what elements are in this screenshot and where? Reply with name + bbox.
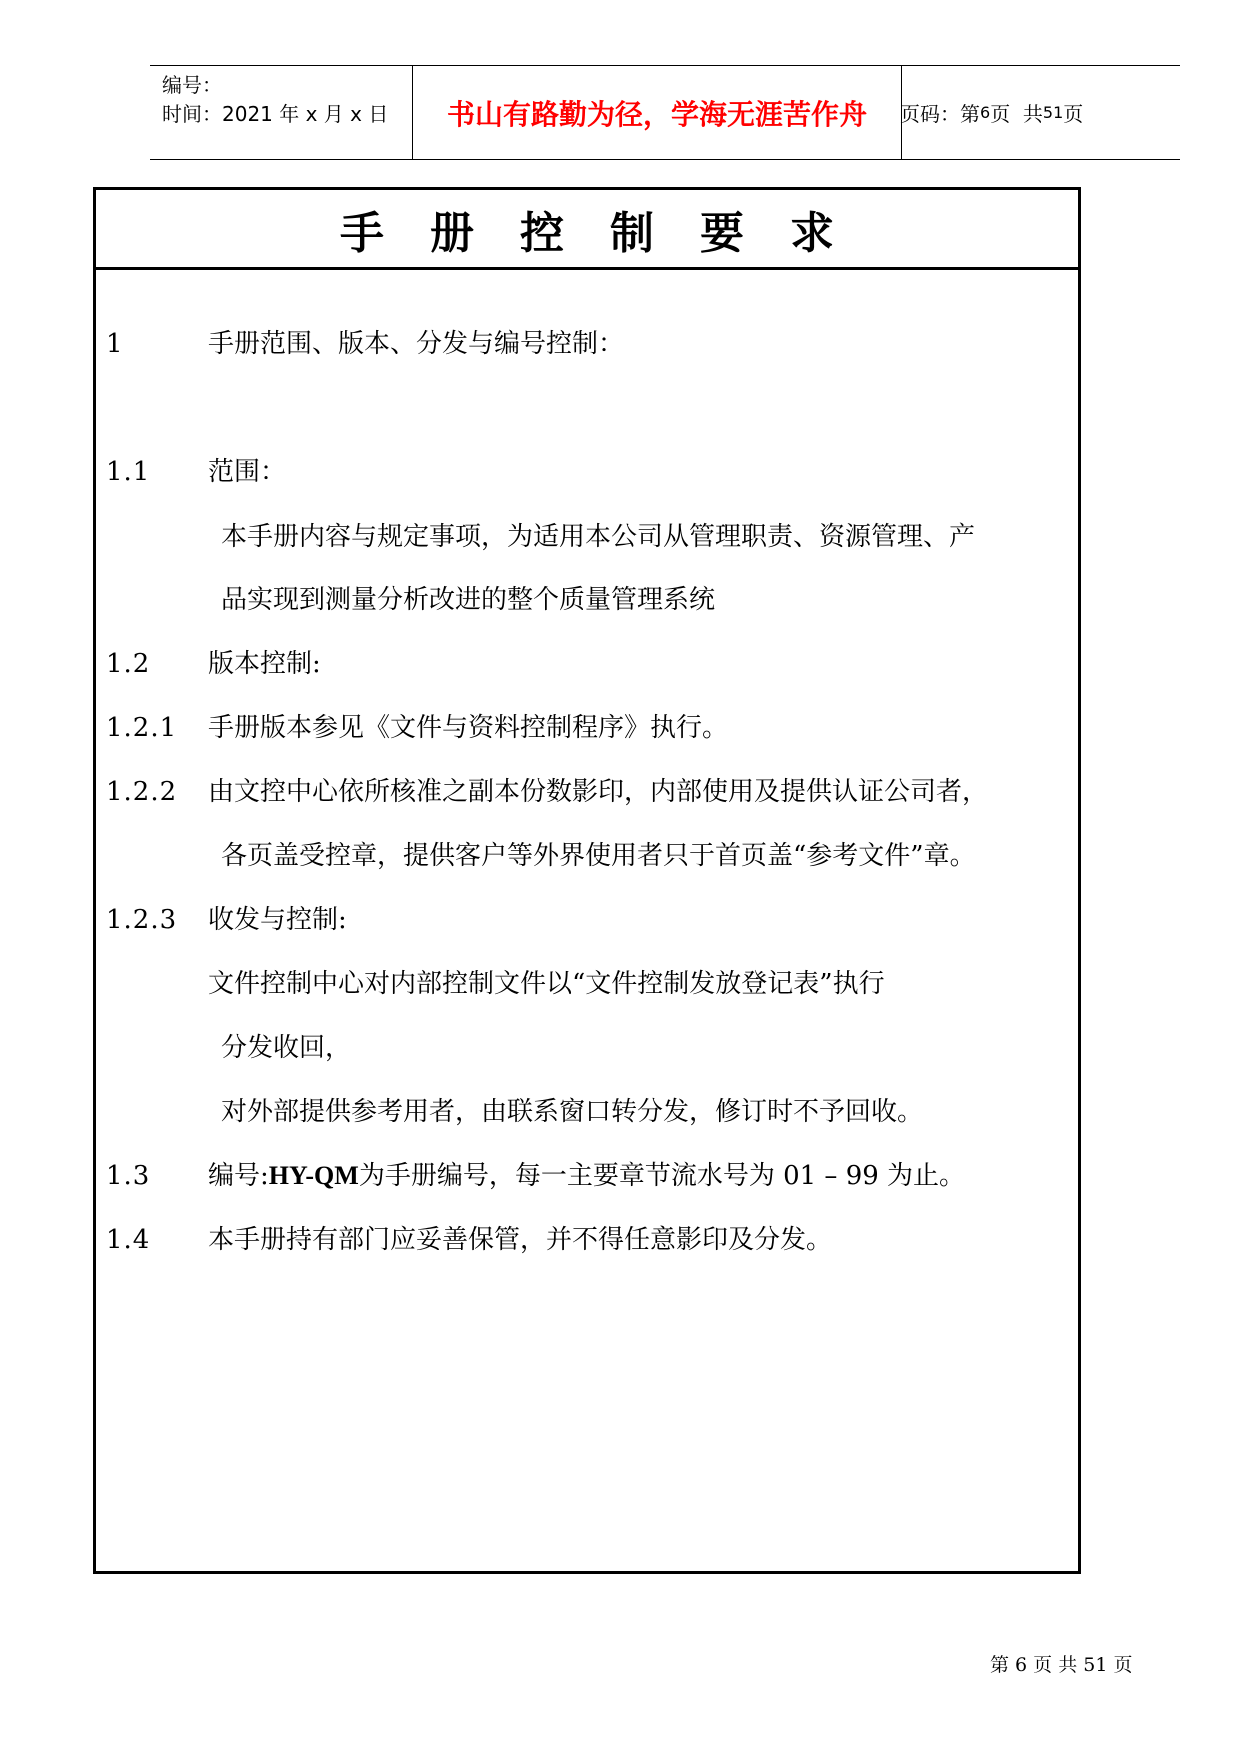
scope-body-line-1: 本手册内容与规定事项，为适用本公司从管理职责、资源管理、产 [221, 522, 976, 552]
page-suffix: 页 [1063, 102, 1084, 126]
document-time-label: 时间：2021 年 x 月 x 日 [162, 102, 389, 126]
copy-control-body: 各页盖受控章，提供客户等外界使用者只于首页盖“参考文件”章。 [221, 841, 976, 871]
section-number: 1 [106, 329, 124, 359]
section-number: 1.2.2 [106, 777, 178, 807]
page-footer: 第 6 页 共 51 页 [990, 1654, 1133, 1676]
content-box [93, 187, 1081, 1574]
section-number: 1.2 [106, 649, 151, 679]
distribution-body-line-2: 分发收回， [221, 1033, 352, 1063]
page-header [150, 65, 1180, 160]
section-text: 本手册持有部门应妥善保管，并不得任意影印及分发。 [208, 1225, 833, 1255]
section-text [208, 1159, 965, 1193]
page-total: 51 [1042, 103, 1064, 122]
page-number: 6 [980, 103, 991, 122]
section-number: 1.3 [106, 1161, 151, 1191]
section-heading: 收发与控制: [208, 905, 347, 935]
numbering-text: 为手册编号，每一主要章节流水号为 01 – 99 为止。 [358, 1161, 966, 1191]
section-text: 手册版本参见《文件与资料控制程序》执行。 [208, 713, 729, 743]
document-title: 手册控制要求 [96, 190, 1078, 270]
section-heading: 手册范围、版本、分发与编号控制： [208, 329, 625, 359]
scope-body-line-2: 品实现到测量分析改进的整个质量管理系统 [221, 585, 716, 615]
section-text: 由文控中心依所核准之副本份数影印，内部使用及提供认证公司者， [208, 777, 989, 807]
section-number: 1.1 [106, 457, 151, 487]
header-left-cell [150, 66, 412, 159]
section-number: 1.4 [106, 1225, 151, 1255]
page-prefix: 页码：第 [900, 102, 980, 126]
header-page-info [900, 66, 1180, 159]
section-heading: 版本控制: [208, 649, 321, 679]
distribution-body-line-1: 文件控制中心对内部控制文件以“文件控制发放登记表”执行 [208, 969, 885, 999]
section-number: 1.2.3 [106, 905, 178, 935]
page-mid: 页 共 [990, 102, 1043, 126]
distribution-body-line-3: 对外部提供参考用者，由联系窗口转分发，修订时不予回收。 [221, 1097, 924, 1127]
section-heading: 范围： [208, 457, 287, 487]
manual-code: HY-QM [268, 1161, 359, 1190]
numbering-label: 编号: [208, 1161, 269, 1191]
document-number-label: 编号： [162, 73, 222, 97]
section-number: 1.2.1 [106, 713, 178, 743]
header-motto: 书山有路勤为径，学海无涯苦作舟 [412, 66, 902, 159]
